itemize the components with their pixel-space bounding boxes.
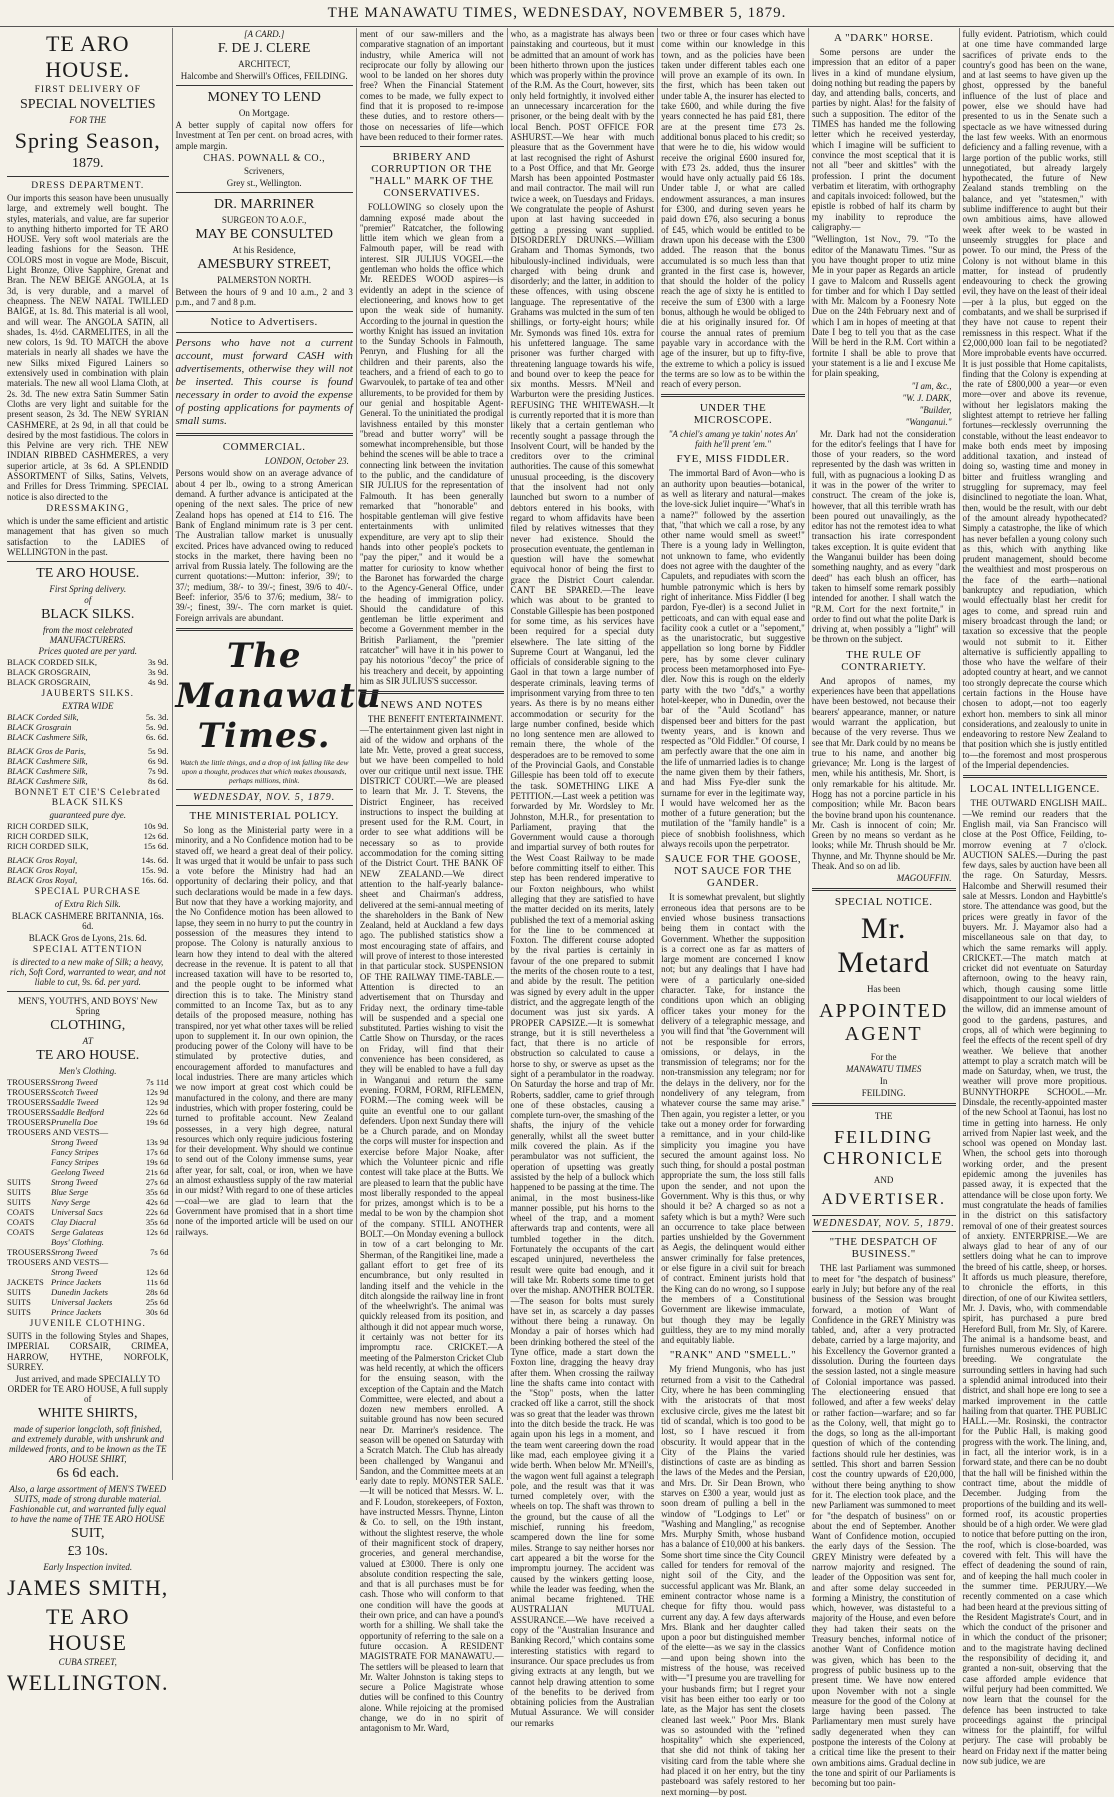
nameplate: The Manawatu Times.: [175, 635, 382, 756]
list-item: BLACK GROSGRAIN, 4s 9d.: [7, 677, 169, 688]
garment-kind: SUITS: [7, 1177, 31, 1188]
divider: [176, 628, 353, 631]
divider: [7, 561, 169, 562]
clere-name: F. DE J. CLERE: [217, 41, 311, 56]
letter-sign: "W. J. DARK,: [902, 392, 952, 403]
list-item: [7, 1087, 169, 1097]
garment-name: Serge Galateas: [51, 1227, 104, 1238]
garment-name: [108, 1257, 168, 1267]
garment-kind: [7, 1237, 51, 1247]
magouffin: MAGOUFFIN.: [896, 873, 952, 884]
for-the: FOR THE: [69, 115, 107, 125]
dateline-chronicle: WEDNESDAY, NOV. 5, 1879.: [812, 1215, 956, 1232]
white-shirts: WHITE SHIRTS,: [38, 1406, 138, 1422]
fye-heading: FYE, MISS FIDDLER.: [676, 453, 790, 466]
masthead: THE MANAWATU TIMES, WEDNESDAY, NOVEMBER 5, 1879.: [0, 0, 1114, 27]
garment-name: Strong Tweed: [51, 1137, 98, 1148]
divider: [176, 311, 353, 312]
list-item: [7, 1247, 169, 1257]
appointed-agent: APPOINTED AGENT: [819, 1000, 949, 1046]
column-1: [4, 28, 173, 1696]
te-aro-house-title: TE ARO HOUSE.: [45, 31, 131, 82]
commercial-text: Persons would show on an average advance of about 4 per lb., owing to a strong American demand. A further advance is anticipated at the opening of the next sales. The price of new Zealand hops has opened at £14 to £16. The Bank of England minimum rate is 3 per cent. The Australian tallow market is unusually excited. Prices have advanced owing to reduced stocks in the market, there having been no arrival from Russia lately. The following are the current quotations:—Mutton: inferior, 39/; to 37/; medium, 38/- to 39/-; finest, 39/6 to 40/-. Beef: inferior, 35/6 to 37/6; medium, 38/- to 39/-; finest, 39/-. The corn market is quiet. Foreign arrivals are abundant.: [175, 468, 353, 623]
year: 1879.: [72, 156, 104, 171]
divider: [176, 85, 353, 86]
garment-kind: COATS: [7, 1227, 35, 1238]
pownall: CHAS. POWNALL & CO.,: [203, 152, 326, 164]
rank-text: My friend Mungonis, who has just returned from a visit to the Cathedral City, where he has been commingling with the aristocrats of that most exclusive circle, gives me the latest bit tid of scandal, which is too good to be lost, so I have rescued it from obscurity. It would appear that in the City of the Plains the varied distinctions of caste are as binding as the laws of the Medes and the Persian, and Mrs. Dr. Sir Dean Brown, who starves on £300 a year, would just as soon dream of pulling a bell in the window of "Lodgings to Let" or "Washing and Mangling," as recognise Mrs. Murphy Smith, whose husband has a balance of £10,000 at his bankers. Some short time since the City Council called for tenders for removal of the night soil of the City, and the successful applicant was Mr. Blank, an eminent contractor whose name is a cheque for fifty thou. would pass current any day. A few days afterwards Mrs. Blank and her daughter called upon a poor but distinguished member of the elette—as we say in the classics—and upon being shown into the mistress of the house, was received with—"I presume you are travelling for your husbands firm; but I regret your visit has been either too early or too late, as the Major has sent the closets cleaned last week." Poor Mrs. Blank was so astounded with the "refined hospitality" which she experienced, that she did not think of taking her visiting card from the table where she had placed it on her entry, but the tiny pasteboard was safely restored to her next morning—by post.: [661, 1364, 805, 1797]
garment-kind: COATS: [7, 1217, 35, 1228]
te-aro-house-2: TE ARO HOUSE.: [36, 566, 140, 582]
garment-name: [108, 1127, 168, 1137]
proprietor-name: JAMES SMITH,: [7, 1575, 169, 1601]
garment-name: Strong Tweed: [51, 1177, 98, 1188]
black-silks: BLACK SILKS.: [41, 607, 135, 623]
garment-kind: TROUSERS: [7, 1077, 51, 1088]
garment-name: Saddle Bedford: [51, 1107, 104, 1118]
column-2: [173, 28, 382, 1480]
shirts-text: made of superior longcloth, soft finished, and extremely durable, with unshrunk and mildewed fronts, and to be known as the TE ARO HOUSE SHIRT,: [9, 1424, 167, 1465]
list-item: [7, 1217, 169, 1227]
mens-clothing: Men's Clothing.: [59, 1066, 117, 1077]
news-and-notes: NEWS AND NOTES: [380, 699, 483, 712]
list-item: [7, 1277, 169, 1287]
divider: [7, 991, 169, 992]
te-aro-house-4: TE ARO HOUSE: [45, 1604, 130, 1656]
list-item: [7, 1227, 169, 1237]
and-text: AND: [873, 1175, 894, 1186]
money-to-lend: MONEY TO LEND: [207, 90, 321, 105]
special-attention-text: is directed to a new make of Silk; a heavy, rich, Soft Cord, warranted to wear, and not liable to cut, 9s. 6d. per yard.: [9, 957, 166, 988]
garment-kind: [7, 1147, 51, 1157]
garment-kind: COATS: [7, 1207, 35, 1218]
garment-price: 7s 6d: [150, 1247, 169, 1258]
despatch-continued: fully evident. Patriotism, which could at one time have commanded large sacrifices of private ends to the country's good has been on the wane, and at last seems to have given up the ghost, oppressed by the baneful influence of the lust of place and power, else we should have had presented to us in the Senate such a spectacle as we have witnessed during the last few weeks. With an enormous deficiency and a falling revenue, with a large portion of the public works, still unnegotiated, but already largely hypothecated, the future of New Zealand stands trembling on the balance, and yet "statesmen," with sublime indifference to aught but their own ambitious aims, have allowed week after week to be wasted in unseemly struggles for place and power. To our mind, the Press of the Colony is not without blame in this matter, for instead of prudently endeavouring to check the growing evil, they have on the least of their ideal—per à la plus, but egged on the combatants, and we shall be surprised if they have not cause to repent their remissness in this respect. What if the £2,000,000 loan fail to be negotiated? More improbable events have occurred. It is just possible that Home capitalists, finding that the Colony is expending at the rate of £800,000 a year—or even more—over and above its revenue, without her legislators making the slightest attempt to retrieve her falling fortunes—recklessly overrunning the constable, without the least endeavor to make both ends meet by imposing additional taxation, and instead of doing so, wasting time and money in bitter and fruitless wrangling and struggling for supremacy, may feel disinclined to negotiate the loan. What, then, would be the result, with our debt of the amount already hypothecated? Simply a catastrophe, the like of which has never befallen a young colony such as this, which with anything like prudent management, should become the wealthiest and most prosperous on the face of the earth—national bankruptcy and repudiation, which would effectually blast her credit for ages to come, and spread ruin and misery broadcast through the land; or taxation so excessive that the people would not submit to it. Either alternative is sufficiently appalling to those who have the welfare of their adopted country at heart, and we cannot too strongly deprecate the course which certain factions in the House have chosen to adopt,—not too eagerly exhort hon. members to sink all minor considerations, and zealously to unite in endeavoring to restore New Zealand to that position which she is justly entitled to—the foremost and most prosperous of the Imperial dependencies.: [962, 29, 1107, 771]
divider: [176, 433, 353, 436]
bonnet-silks: BONNET ET CIE'S Celebrated BLACK SILKS: [14, 788, 161, 809]
garment-price: 12s 6d: [145, 1227, 169, 1238]
dateline: WEDNESDAY, NOV. 5, 1879.: [176, 789, 353, 806]
on-mortgage: On Mortgage.: [238, 108, 290, 118]
may-be-consulted: MAY BE CONSULTED: [195, 226, 334, 242]
garment-kind: TROUSERS: [7, 1087, 51, 1098]
garment-price: 21s 6d: [145, 1167, 169, 1178]
garment-name: Prince Jackets: [51, 1277, 102, 1288]
list-item: [7, 1117, 169, 1127]
spring-delivery: First Spring delivery.: [49, 584, 127, 595]
silk-list: [7, 657, 169, 687]
column-7: [960, 28, 1110, 1766]
divider: [360, 146, 504, 147]
letter-place: "Wanganui.": [905, 416, 952, 427]
garment-kind: SUITS: [7, 1287, 31, 1298]
garment-kind: TROUSERS: [7, 1097, 51, 1108]
gros-list: [7, 746, 169, 786]
garment-price: 25s 6d: [145, 1297, 169, 1308]
britannia: BLACK CASHMERE BRITANNIA, 16s. 6d.: [11, 911, 164, 932]
garment-name: Universal Jackets: [51, 1297, 113, 1308]
has-been: Has been: [867, 984, 901, 995]
divider: [963, 775, 1107, 778]
ministerial-policy: THE MINISTERIAL POLICY.: [189, 809, 339, 822]
garment-price: 11s 6d: [146, 1277, 169, 1288]
card-label: [A CARD.]: [243, 29, 285, 39]
despatch-text: THE last Parliament was summoned to meet for "the despatch of business" early in July; but before any of the real business of the Session was brought forward, a motion of Want of Confidence in the GREY Ministry was tabled, and, after a very protracted debate, carried by a large majority, and his Excellency the Governor granted a dissolution. During the fourteen days the session lasted, not a single measure of Colonial importance was passed. The electioneering ensued that followed, and after a few weeks' delay or rather faction—warfare; and so far as the Colony, well, that might go to the dogs, so long as the all-important question of which of the contending factions should rule her destinies, was settled. This short and barren Session cost the country upwards of £20,000, without there being anything to show for it. The election took place, and the new Parliament was summoned to meet for "the despatch of business" on or about the end of September. Another Want of Confidence motion, occupied the early days of the Session. The GREY Ministry were defeated by a narrow majority and resigned. The leader of the Opposition was sent for, and after some delay succeeded in forming a Ministry, the constitution of which, however, was distasteful to a majority of the House, and even before they had taken their seats on the Treasury benches, informal notice of another Want of Confidence motion was given, which has been to the progress of public business up to the present time. We have now entered upon November with not a single measure for the good of the Colony at large having been passed. The Parliamentary men must surely have sadly degenerated when they can postpone the interests of the Colony at a critical time like the present to their own ambitions aims. Gradual decline in the tone and spirit of our Parliaments is becoming but too pain-: [811, 1263, 956, 1789]
advertiser-notice: Persons who have not a current account, must forward CASH with advertisements, otherwise they will not be inserted. This course is found necessary in order to avoid the expense of posting applications for payments of small sums.: [175, 337, 353, 428]
list-item: BLACK GROSGRAIN, 3s 9d.: [7, 667, 169, 678]
garment-kind: JACKETS: [7, 1277, 44, 1288]
extra-wide: EXTRA WIDE: [61, 701, 114, 712]
garment-name: Fancy Stripes: [51, 1157, 99, 1168]
garment-kind: SUITS: [7, 1187, 31, 1198]
under-microscope: UNDER THE MICROSCOPE.: [693, 402, 773, 427]
garment-name: Fancy Stripes: [51, 1147, 99, 1158]
garment-name: Dunedin Jackets: [51, 1287, 109, 1298]
garment-price: 22s 6d: [145, 1107, 169, 1118]
feilding-chronicle: FEILDING CHRONICLE: [823, 1127, 945, 1169]
garment-name: Strong Tweed: [51, 1247, 98, 1258]
hours: Between the hours of 9 and 10 a.m., 2 and 3 p.m., and 7 and 8 p.m.: [175, 286, 353, 308]
garment-price: 19s 6d: [145, 1117, 169, 1128]
sauce-heading: SAUCE FOR THE GOOSE, NOT SAUCE FOR THE GANDER.: [664, 853, 802, 890]
clothing-list: [7, 1077, 169, 1317]
despatch-heading: "THE DESPATCH OF BUSINESS.": [829, 1236, 938, 1261]
garment-kind: [7, 1137, 51, 1147]
of-text: of: [84, 595, 92, 606]
special-novelties: SPECIAL NOVELTIES: [20, 97, 156, 112]
dress-text: Our imports this season have been unusually large, and extremely well bought. The styles, materials, and value, are far superior to anything hitherto imported for TE ARO HOUSE. Very soft wool materials are the leading fashions for the Season. THE COLORS most in vogue are Mode, Biscuit, Light Bronze, Olive Sapphire, Grenat and Bran. The NEW BEIGE ANGOLA, at 1s 3d, is very durable, and a marvel of cheapness. The NEW NATAL TWILLED BAIGE, at 1s. 8d. This material is all wool, and will wear. The ANGOLA SATIN, all shades, 1s. 4½d. CARMELITES, in all the new colors, 1s 9d. TO MATCH the above materials in nearly all shades we have the new Silks mixed Figured Lainers so extensively used in combination with plain materials. The new all wool Llama Cloth, at 2s. 3d. The new extra Satin Summer Satin Cloths are very light and suitable for the present season, 2s 3d. The NEW SYRIAN CASHMERE, at 2s 9d, in all that could be desired by the most fastidious. The colors in this Pelvine are very rich. THE NEW INDIAN RIBBED CASHMERES, a very superior article, at 3s 6d. A SPLENDID ASSORTMENT of Silks, Satins, Velvets, and Frilles for Dress Trimming. SPECIAL notice is also directed to the: [7, 193, 169, 502]
juvenile-clothing: JUVENILE CLOTHING.: [29, 1319, 146, 1330]
clothing-title: CLOTHING,: [50, 1018, 126, 1034]
column-5: [658, 28, 809, 1797]
dress-department: DRESS DEPARTMENT.: [31, 181, 145, 191]
garment-name: Scotch Tweed: [51, 1087, 98, 1098]
list-item: BLACK Cashmere Silk, 8s 6d.: [7, 776, 169, 787]
divider: [176, 192, 353, 193]
jauberts-silks: JAUBERTS SILKS.: [41, 689, 135, 700]
list-item: RICH CORDED SILK, 15s 6d.: [7, 841, 169, 852]
garment-price: 13s 9d: [145, 1137, 169, 1148]
divider: [176, 332, 353, 333]
palmerston-north: PALMERSTON NORTH.: [217, 274, 312, 285]
for-the: For the: [870, 1052, 897, 1063]
policy-continued: ment of our saw-millers and the comparative stagnation of an important industry, while America will not reciprocate our folly by allowing our wool to be landed on her shores duty free? When the Financial Statement comes to be made, we fully expect to find that it is proposed to re-impose these duties, and to restore others—those on necessaries of life—which have been reduced to their former rates.: [359, 29, 504, 142]
list-item: BLACK Gros Royal, 14s. 6d.: [7, 855, 169, 866]
garment-name: Saddle Tweed: [51, 1097, 99, 1108]
bonnet-list: [7, 821, 169, 851]
also-text: Also, a large assortment of MEN'S TWEED SUITS, made of strong durable material. Fashionable cut, and warranted fully equal to have the name of THE TE ARO HOUSE: [9, 1484, 167, 1525]
list-item: [7, 1137, 169, 1147]
guaranteed: guaranteed pure dye.: [49, 810, 126, 821]
garment-kind: TROUSERS: [7, 1247, 51, 1258]
scriveners: Scriveners,: [244, 165, 285, 176]
garment-name: Prunella Doe: [51, 1117, 98, 1128]
london-date: LONDON, October 23.: [264, 456, 349, 467]
contrariety-text: And apropos of names, my experiences have been that appellations have been bestowed, not because their bearers' appearance, manner, or nature would warrant the application, but because of the very reverse. Thus we see that Mr. Dark could by no means be true to his name, and another big grievance; Mr. Long is the largest of men, while his antithesis, Mr. Short, is only remarkable for his altitude. Mr. Hogg has not a porcine particle in his composition; while Mr. Bacon bears the bovine brand upon his countenance. Mr. Cash is innocent of coin; Mr. Green by no means so verdant as he looks; while Mr. Thrush should be Mr. Thynne, and Mr. Thynne should be Mr. Theak. And so on ad lib.: [811, 675, 956, 872]
list-item: [7, 1237, 169, 1247]
list-item: BLACK Gros Royal, 15s. 9d.: [7, 865, 169, 876]
garment-price: 7s 11d: [146, 1077, 169, 1088]
contrariety-heading: THE RULE OF CONTRARIETY.: [841, 648, 927, 673]
garment-kind: [7, 1267, 51, 1277]
list-item: RICH CORDED SILK, 10s 9d.: [7, 821, 169, 832]
suit-title: SUIT,: [70, 1526, 105, 1542]
garment-price: 30s 6d: [145, 1307, 169, 1318]
garment-kind: [7, 1167, 51, 1177]
letter: "Wellington, 1st Nov., 79. "To the editor of the Manawatu Times. "Sur as you have thought proper to utiz mine Me in your paper as Regards an article I gave to Malcom and Russells agent for timber and for which I Day settled with Mr. Malcom by a Foonesry Note Due on the 24th February next and of which I am in hopes of meeting at that Date I beg to tell you that as the case Will be herd in the R.M. Cort within a fortnite I shall be able to prove that your statement is a lie and I excuse Me for plain speaking,: [811, 234, 956, 379]
gros-royal-list: [7, 855, 169, 885]
sauce-text: It is somewhat prevalent, but slightly erroneous idea that persons are to be envied whose business transactions being them in contact with the Government. Whether the supposition is a correct one as far as matters of large moment are concerned I know not; but any dealings that I have had were of a particularly one-sided character. Take, for instance the conditions upon which an obliging officer takes your money for the delivery of a telegraphic message, and you will find that "the Government will not be responsible for errors, omissions, or delays, in the transmission of telegrams; nor for the non-transmission any telegram; nor for the delays in the delivery, nor for the nondelivery of any telegram, from whatever course the same may arise." Then again, you register a letter, or you take out a money order for forwarding a remittance, and in your child-like simplicity you imagine you have secured the amount against loss. No such thing, for should a postal postman appropriate the sum, the loss still falls upon the sender, and not upon the Government. Why is this thus, or why should it be? A charged so as not a safety which is but a myth? Were such an occurrence to take place between parties unshielded by the Government as Aegis, the delinquent would either answer criminally for false pretences, or else figure in a civil suit for breach of contract. Eminent jurists hold that the King can do no wrong, so I suppose the members of a Constitutional Government are likewise immaculate, but though they may be legally guiltless, they are to my mind morally and equitably liable.: [661, 892, 805, 1346]
list-item: RICH CORDED SILK, 12s 6d.: [7, 831, 169, 842]
lyons: BLACK Gros de Lyons, 21s. 6d.: [28, 933, 147, 944]
column-3: [357, 28, 508, 1734]
garment-name: Strong Tweed: [51, 1077, 98, 1088]
architect-address: Halcombe and Sherwill's Offices, FEILDING.: [180, 71, 348, 81]
special-purchase: SPECIAL PURCHASE: [34, 887, 141, 898]
list-item: [7, 1257, 169, 1267]
architect: ARCHITECT,: [238, 59, 291, 69]
garment-name: Prince Jackets: [51, 1307, 102, 1318]
list-item: [7, 1307, 169, 1317]
list-item: [7, 1107, 169, 1117]
page-columns: [4, 28, 1110, 1797]
list-item: [7, 1287, 169, 1297]
spring-season: Spring Season,: [14, 128, 161, 153]
shirt-price: 6s 6d each.: [56, 1466, 120, 1482]
assurance-text: two or three or four cases which have come within our knowledge in this town, and as the policies have been taken under different tables each one will prove an example of its own. In the first, which has been taken out under table A, the insurer has elected to take £600, and while during the five years connected he has paid £81, there are at the present time £73 2s. additional bonus placed to his credit; so that were he to die, his widow would receive the original £600 insured for, with £73 2s. added, thus the insurer would have only actually paid £6 18s. Under table J, or what are called endowment assurances, a man insures for £300, and during seven years he paid down £76, also securing a bonus of £45, which would be entitled to be drawn upon his decease with the £300 added. The reason that the bonus accumulated is so much less than that granted in the first case is, however, that should the holder of the policy reach the age of sixty he is entitled to receive the sum of £300 with a large bonus, although he would be obliged to die at his originally insured for. Of course the annual rates of premium payable vary in accordance with the age of the insurer, but up to fifty-five, the extreme to which a policy is issued the terms are so low as to be within the reach of every person.: [661, 29, 805, 390]
list-item: [7, 1157, 169, 1167]
list-item: [7, 1177, 169, 1187]
garment-price: 27s 6d: [145, 1177, 169, 1188]
list-item: [7, 1267, 169, 1277]
list-item: [7, 1127, 169, 1137]
te-aro-house-3: TE ARO HOUSE.: [36, 1048, 140, 1064]
prices-note: Prices quoted are per yard.: [38, 646, 138, 657]
divider: [360, 691, 504, 694]
from-manufacturers: from the most celebrated MANUFACTURERS.: [43, 625, 133, 646]
garment-kind: TROUSERS: [7, 1117, 51, 1128]
garment-kind: [7, 1157, 51, 1167]
garment-name: Blue Serge: [51, 1187, 89, 1198]
garment-price: 17s 6d: [145, 1147, 169, 1158]
motto: Watch the little things, and a drop of ink falling like dew upon a thought, produces that which makes thousands, perhaps millions, think.: [179, 757, 349, 785]
extra-rich: of Extra Rich Silk.: [54, 899, 121, 910]
garment-price: 35s 6d: [145, 1187, 169, 1198]
garment-name: Geelong Tweed: [51, 1167, 105, 1178]
local-intelligence: LOCAL INTELLIGENCE.: [969, 783, 1100, 796]
notice-to-advertisers: Notice to Advertisers.: [210, 316, 318, 329]
garment-price: 35s 6d: [145, 1217, 169, 1228]
surgeon: SURGEON TO A.O.F.,: [221, 214, 307, 225]
garment-price: 12s 9d: [145, 1087, 169, 1098]
list-item: [7, 1197, 169, 1207]
list-item: [7, 1187, 169, 1197]
at-text: AT: [82, 1036, 93, 1047]
marriner: DR. MARRINER: [213, 196, 315, 212]
garment-kind: SUITS: [7, 1297, 31, 1308]
list-item: BLACK Cashmere Silk, 6s 9d.: [7, 756, 169, 767]
garment-price: 12s 6d: [145, 1267, 169, 1278]
list-item: [7, 1147, 169, 1157]
list-item: [7, 1167, 169, 1177]
list-item: BLACK Gros de Paris, 5s 9d.: [7, 746, 169, 757]
special-attention: SPECIAL ATTENTION: [32, 945, 143, 956]
advertiser: ADVERTISER.: [821, 1191, 946, 1209]
divider: [812, 1103, 956, 1106]
special-notice: SPECIAL NOTICE.: [834, 896, 933, 909]
garment-name: Strong Tweed: [51, 1267, 98, 1278]
garment-kind: TROUSERS AND VESTS—: [7, 1127, 109, 1138]
garment-kind: TROUSERS AND VESTS—: [7, 1257, 109, 1268]
divider: [812, 888, 956, 891]
manawatu-times: MANAWATU TIMES: [845, 1064, 922, 1075]
juvenile-text: SUITS in the following Styles and Shapes, IMPERIAL CORSAIR, CRIMEA, HARROW, HYTHE, NORFOLK, SURREY.: [7, 1331, 169, 1372]
list-item: BLACK Grosgrain 5s. 9d.: [7, 722, 169, 733]
garment-kind: SUITS: [7, 1307, 31, 1318]
dark-after: Mr. Dark had not the consideration for the editor's feelings that I have for those of your readers, so the word represented by the dash was written in full, with as pugnacious a looking D as it was in the power of the writer to construct. The cream of the joke is, however, that all this terrible wrath has been poured out unavailingly, as the editor has not the remotest idea to what transaction his irate correspondent takes exception. It is quite evident that the Wanganui builder has been doing something naughty, and as every "dark deed" has each blush an officer, has taken to himself some remark possibly intended for another. I shall watch the "R.M. Cort for the next fortnite," in order to find out what the polite Dark is driving at, when possibly a "light" will be thrown on the subject.: [811, 428, 956, 645]
rank-heading: "RANK" AND "SMELL.": [669, 1349, 797, 1362]
garment-name: Universal Sacs: [51, 1207, 103, 1218]
garment-kind: TROUSERS: [7, 1107, 51, 1118]
dressmaking: DRESSMAKING,: [46, 503, 130, 514]
list-item: BLACK Cashmere Silk, 7s 9d.: [7, 766, 169, 777]
policy-text: So long as the Ministerial party were in a minority, and a No Confidence motion had to be staved off, we heard a great deal of their policy. It was urged that it would be unfair to pass such a vote before the Ministry had had an opportunity of declaring their policy, and that such declarations would be made in a few days. But now that they have a working majority, and the No Confidence motion has been allowed to lapse, they seem in no hurry to put the country in possession of the measures they intend to propose. The Colony is naturally anxious to learn how they intend to deal with the altered decrease in the revenue. It is patent to all that increased taxation will have to be resorted to, and the people ought to be informed what direction this is to take. The Ministry stand committed to an Income Tax, but as to any details of the proposed measure, nothing has transpired, nor yet what other taxes will be relied upon to supplement it. In our own opinion, the producing power of the Colony will have to be stimulated by protective duties, and encouragement afforded to manufactures and local industries. There are many articles which we now import at great cost which could be manufactured in the colony, and there are many industries, which with proper fostering, could be turned to profitable account. New Zealand possesses, in a very high degree, natural resources which only require judicious fostering for their development. Why should we continue to send out of the Colony immense sums, year after year, for salt, coal, or iron, when we have an almost exhaustless supply of the raw material in our midst? With regard to one of these articles—coal—we are glad to learn that the Government have promised that in a short time none of the imported article will be used on our railways.: [175, 824, 353, 1237]
list-item: [7, 1297, 169, 1307]
money-text: A better supply of capital now offers for Investment at Ten per cent. on broad acres, with ample margin.: [175, 120, 353, 151]
news-continued: who, as a magistrate has always been painstaking and courteous, but it must be admitted that an amount of work has been hitherto thrown upon the justices which was properly within the province of the R.M. As the Court, however, sits only held fortnightly, it involved either an unnecessary incarceration for the prisoner, or the being dealt with by the local Bench. POST OFFICE FOR ASHURST.—We hear with much pleasure that as the Government have at last recognised the right of Ashurst to a Post Office, and that Mr. George Marsh has been appointed Postmaster and mail contractor. The mail will run twice a week, on Tuesdays and Fridays. We congratulate the people of Ashurst upon at last having succeeded in getting a pressing want supplied. DISORDERLY DRUNKS.—William Graham and Thomas Symonds, two hibulously-inclined individuals, were charged with being drunk and disorderly; and the latter, in addition to these offences, with using obscene language. The representative of the Grahams was mulcted in the sum of ten shillings, or forty-eight hours; while Mr. Symonds was fined 10s. extra for his unfettered language. The same prisoner was further charged with threatening language towards his wife, and bound over to keep the peace for six months. Messrs. M'Neil and Warburton were the presiding Justices. REFUSING THE WHITEWASH.—It is currently reported that it is more than likely that a certain gentleman who recently sought a passage through the Insolvent Court, will be handed by the creditors over to the criminal authorities. The cause of this somewhat unusual proceeding, is the discovery that the insolvent had not only launched but sworn to a number of debtors entered in his books, with regard to whom affidavits have been filed by relatives witnesses that they never had existence. Should the prosecution eventuate, the gentleman in question will have the somewhat equivocal honor of being the first to grace the District Court calendar. CANT BE SPARED.—The leave which was about to be granted to Constable Gillespie has been postponed for some time, as his services have been required for a special duty elsewhere. The late sitting of the Supreme Court at Wanganui, led the officials of considerable signing to the Gaol in that town a large number of desperate criminals, leaving terms of imprisonment varying from three to ten years. As there is by no means either accommodation or security for the large number confined, beside which no long sentence men are allowed to remain there, the whole of the desperadoes are to be removed to some of the Provincial Gaols, and Constable Gillespie has been told off to execute the task. SOMETHING LIKE A PETITION.—Last week a petition was forwarded by Mr. Wordsley to Mr. Johnston, M.H.R., for presentation to Parliament, praying that the Government would cause a thorough and impartial survey of both routes for the West Coast Railway to be made before committing itself to either. This step has been rendered imperative to our Foxton neighbours, who whilst alleging that they are satisfied to have the matter decided on its merits, lately published the text of a memorial asking for the line to be commenced at Foxton. The different course adopted by the rival parties is certainly in favour of the one prepared to submit the merits of the chosen route to a test, and abide by the result. The petition was signed by every adult in the upper district, and the aggregate length of the document was just six yards. A PROPER CAPSIZE.—It is somewhat strange, but it is still nevertheless a fact, that there is no article of obstruction so calculated to cause a horse to shy, or swerve as upset as the sight of a perambulator in the roadway. On Saturday the horse and trap of Mr. Roberts, saddler, came to grief through one of these obstacles, causing a complete turn-over, the smashing of the shafts, the injury of the vehicle generally, whilst all the sweet butter milk covered the plain. As if the perambulator was not sufficient, the operation of upsetting was greatly assisted by the help of a bullock which happened to be passing at the time. The animal, in the most business-like manner possible, put his horns to the wheel of the trap, and a moment afterwards trap and contents, were all tumbled together in the ditch. Fortunately the occupants of the cart escaped uninjured, nevertheless the result were quite bad enough, and it will take Mr. Roberts some time to get over the mishap. ANOTHER BOLTER.—The season for bolts must surely have set in, as scarcely a day passes without there being a runaway. On Monday a pair of horses which had been drinking bothered the steel of the Tyne office, made a start down the Foxton line, dragging the heavy dray after them. When crossing the railway line the shafts came into contact with the "Stop" posts, when the latter cracked off like a carrot, still the shock was so great that the leader was thrown into the ditch beside the track. He was again upon his legs in a moment, and the team went careering down the road like mad, each employee giving it a wide berth. When below Mr. M'Neill's, the wagon went full against a telegraph pole, and the result was that it was turned completely over, with the wheels on top. The shaft was thrown to the ground, but the cause of all the mischief, running his freedom, scampered down the line for some miles. Strange to say neither horses nor cart appeared a bit the worse for the impromptu journey. The accident was caused by the winkers getting loose, while the leader was feeding, when the animal became frightened. THE AUSTRALIAN MUTUAL ASSURANCE.—We have received a copy of the "Australian Insurance and Banking Record," which contains some interesting statistics with regard to insurance. Our space precludes us from giving extracts at any length, but we cannot help drawing attention to some of the benefits to be derived from obtaining policies from the Australian Mutual Assurance. We will consider our remarks: [510, 29, 655, 1728]
first-delivery: FIRST DELIVERY OF: [34, 85, 141, 95]
garment-name: Navy Serge: [51, 1197, 91, 1208]
grey-st: Grey st., Wellington.: [226, 177, 302, 188]
mens-spring: MEN'S, YOUTH'S, AND BOYS' New Spring: [17, 996, 158, 1017]
column-4: [508, 28, 659, 1728]
garment-price: 19s 6d: [145, 1157, 169, 1168]
in-text: In: [879, 1076, 888, 1087]
list-item: BLACK Corded Silk, 5s. 3d.: [7, 712, 169, 723]
letter-close: "I am, &c.,: [911, 380, 952, 391]
feilding: FEILDING.: [861, 1088, 906, 1099]
dark-text: Some persons are under the impression that an editor of a paper lives in a kind of mundane elysium, doing nothing but reading the papers by day, and attending balls, concerts, and parties by night. Alas! for the falsity of such a supposition. The editor of the TIMES has handed me the following letter which he received yesterday, which I imagine will be sufficient to convince the most sceptical that it is not all "beer and skittles" with the profession. I print the document verbatim et literatim, with orthography and capitals invoiced: followed, but the epistle is robbed of half its charm by my inability to reproduce the caligraphy.—: [811, 47, 956, 233]
list-item: BLACK Cashmere Silk, 6s. 6d.: [7, 732, 169, 743]
list-item: [7, 1077, 169, 1087]
local-text: THE OUTWARD ENGLISH MAIL.—We remind our readers that the English mail, via San Francisco will close at the Post Office, Feilding, to-morrow evening at 7 o'clock. AUCTION SALES.—During the past few days, sales by auction have been all the rage. On Saturday, Messrs. Halcombe and Sherwill resumed their sale at Messrs. London and Haybittle's store. The attendance was good, but the prices were greatly in favor of the buyers. Mr. J. Mayamor also had a miscellaneous sale on that day, to which the same remarks will apply. CRICKET.—The match match at cricket did not eventuate on Saturday afternoon, owing to the heavy rain, which, though causing some little disappointment to our local wielders of the willow, did an immense amount of good to the gardens, pastures, and crops, all of which were beginning to feel the effects of the recent spell of dry weather. We believe that another attempt to play a scratch match will be made on Saturday, when, we trust, the weather will prove more propitious. BUNNYTHORPE SCHOOL.—Mr. Dinsdale, the recently-appointed master of the new School at Taonui, has lost no time in getting into harness. He only arrived from Napier last week, and the school was opened on Monday last. When, the school gets into thorough working order, and the present epidemic among the juveniles has passed away, it is expected that the attendance will be close upon forty. We must congratulate the heads of families in the district on this satisfactory removal of one of their greatest sources of anxiety. ENTERPRISE.—We are always glad to hear of any of our settlers doing what he can to improve the breed of his cattle, sheep, or horses. It affords us much pleasure, therefore, to chronicle the efforts, in this direction, of one of our Kiwitea settlers, Mr. J. Davis, who, with commendable spirit, has purchased a pure bred Hereford Bull, from Mr. Sly, of Karere. The animal is a handsome beast, and furnishes numerous evidences of high breeding. We congratulate the surrounding settlers in having had such a splendid animal introduced into their district, and shall hope ere long to see a marked improvement in the cattle hailing from that quarter. THE PUBLIC HALL.—Mr. Rosinski, the contractor for the Public Hall, is making good progress with the work. The lining, and, in fact, all the interior work, is in a forward state, and there can be no doubt that the hall will be finished within the contract time, about the middle of December. Judging from the proportions of the building and its well-formed roof, its acoustic properties should be of a high order. We were glad to notice that before putting on the iron, the roof, which is close-boarded, was covered with felt. This will have the effect of deadening the sound of rain, and of keeping the hall much cooler in the summer time. PERJURY.—We recently commented on a case which had been heard at the previous sitting of the Resident Magistrate's Court, and in which the conduct of the prisoner and in which the conduct of the prisoner; and to the magistrate having declined the responsibility of deciding it, and granted a non-suit, observing that the case afforded ample evidence that wilful perjury had been committed. We now learn that the counsel for the defence has been instructed to take proceedings against the principal witness for the plaintiff, for wilful perjury. The case will probably be heard on Friday next if the matter being now sub judice, we are: [962, 798, 1107, 1766]
bribery-heading: BRIBERY AND CORRUPTION OR THE "HALL" MARK OF THE CONSERVATIVES.: [369, 151, 494, 200]
garment-name: Boys' Clothing.: [51, 1237, 104, 1248]
verse: "A chiel's amang ye takin' notes An' faith he'll prent 'em.": [668, 429, 798, 450]
fye-text: The immortal Bard of Avon—who is an authority upon beauties—botanical, as well as literary and natural—makes the love-sick Juliet inquire—"What's in a name?" followed by the assertion that, "that which we call a rose, by any other name would smell as sweet!" There is a young lady in Wellington, not unknown to fame, who evidently does not agree with the daughter of the Capulets, and repudiates with scorn the humble patronymic which is hers by right of inheritance. Miss Fiddler (I beg pardon, Fye-dler) is a second Juliet in petticoats, and can with equal ease and facility cook a cutlet or a "sepoment," as the unaristocratic, but suggestive appellation so long borne by Fiddler pere, has by some clever culinary process been metamorphosed into Fye-dler. Now this is rough on the elderly party with the two "dd's," a worthy hotel-keeper, who in Dunedin, over the bar of the "Auld Scotland" has dispensed beer and bitters for the past twenty years, and is known and respected as "Old Fiddler." Of course, I am perfectly aware that the one aim in the life of unmarried ladies is to change the name given them by their fathers, and had Miss Fye-dler sunk the surname for ever in the legitimate way, I would have welcomed her as the mother of a future generation; but the mutilation of the "family handle" is a piece of snobbish foolishness, which always recoils upon the perpetrator.: [661, 468, 805, 850]
garment-name: Clay Diacral: [51, 1217, 97, 1228]
suit-price: £3 10s.: [67, 1544, 108, 1560]
dark-horse-heading: A "DARK" HORSE.: [834, 32, 934, 44]
column-6: [809, 28, 960, 1789]
the-text: THE: [874, 1111, 893, 1122]
list-item: BLACK Gros Royal, 16s. 6d.: [7, 875, 169, 886]
garment-price: 28s 6d: [145, 1287, 169, 1298]
news-text: THE BENEFIT ENTERTAINMENT.—The entertainment given last night in aid of the widow and orphans of the late Mr. Vette, proved a great success, but we have been compelled to hold over our critique until next issue. THE DISTRICT COURT.—We are pleased to learn that Mr. J. T. Stevens, the District Engineer, has received instructions to inspect the building at present used for the R.M. Court, in order to see what additions will be necessary so as to provide accommodation for the coming sitting of the District Court. THE BANK OF NEW ZEALAND.—We direct attention to the half-yearly balance-sheet and Chairman's address, delivered at the semi-annual meeting of the shareholders in the Bank of New Zealand, held at Auckland a few days ago. The published statistics show a most encouraging state of affairs, and will prove of interest to those interested in that particular stock. SUSPENSION OF THE RAILWAY TIME-TABLE.—Attention is directed to an advertisement that on Thursday and Friday next, the ordinary time-table will be suspended and a special one substituted. Parties wishing to visit the Cattle Show on Thursday, or the races on Friday, will find that their convenience has been considered, as they will be enabled to have a full day in Wanganui and return the same evening. FORM, FORM, RIFLEMEN, FORM.—The coming week will be quite an eventful one to our gallant defenders. Upon next Sunday there will be a Church parade, and on Monday the corps will muster for inspection and exercise before Major Noake, after which the Volunteer picnic and rifle contest will take place at the Butts. We are pleased to learn that the public have most liberally responded to the appeal for prizes, amongst which is to be a medal to be won by the champion shot of the company. STILL ANOTHER BOLT.—On Monday evening a bullock in tow of a cart belonging to Mr. Sherman, of the Rangitikei line, made a gallant effort to get free of its encumbrance, but only resulted in landing itself and the vehicle in the ditch alongside the railway line in front of the wheelwright's. The animal was quickly released from its position, and although it did not appear much worse, it certainly was not better for its impromptu race. CRICKET.—A meeting of the Palmerston Cricket Club was held recently, at which the officers for the ensuing season, with the exception of the Captain and the Match Committee, were elected, and about a dozen new members enrolled. A suitable ground has now been secured near Dr. Marriner's residence. The season will be opened on Saturday with a Scratch Match. The Club has already been challenged by Wanganui and Sandon, and the Committee meets at an early date to reply. MONSTER SALE.—It will be noticed that Messrs. W. L. and F. Loudon, storekeepers, of Foxton, have instructed Messrs. Thynne, Linton & Co. to sell, on the 19th instant, without the slightest reserve, the whole of their magnificent stock of drapery, groceries, and general merchandise, valued at £3000. There is only one absolute condition respecting the sale, and that is all purchases must be for cash. Those who will conform to that one condition will have the goods at their own price, and can have a pound's worth for a shilling. We shall take the opportunity of referring to the sale on a future occasion. A RESIDENT MAGISTRATE FOR MANAWATU.—The settlers will be pleased to learn that Mr. Walter Johnston is taking steps to secure a Police Magistrate whose duties will be confined to this Country alone. While rejoicing at the promised change, we do in no spirit of antagonism to Mr. Ward,: [359, 714, 504, 1734]
list-item: [7, 1097, 169, 1107]
bribery-text: FOLLOWING so closely upon the damning exposé made about the "premier" Ratcatcher, the following little item which we glean from a Falmouth paper, will be read with interest. SIR JULIUS VOGEL—the gentleman who holds the office which Mr. REEDES WOOD aspires—is evidently an adept in the science of electioneering, and knows how to get upon the weak side of humanity. According to the journal in question the worthy Knight has issued an invitation to the Sunday Schools in Falmouth, Penryn, and Flushing for all the children and their parents, also the teachers, and a friend of each to go to Gwarvoulek, to partake of tea and other allurements, to be provided for them by our genial and hospitable Agent-General. To the uninitiated the prodigal lavishness entailed by this monster "bread and butter worry" will be somewhat incomprehensible, but those behind the scenes will be able to trace a connecting link between the invitation to the public, and the candidature of SIR JULIUS for the representation of Falmouth. It has been generally remarked that "honorable" and hospitable gentleman will give festive entertainments with unlimited expenditure, are very apt to slip their hands into other people's pockets to "pay the piper," and it would be a matter for curiosity to know whether the Baronet has forwarded the charge to the Agency-General Office, under the heading of immigration policy. Should the candidature of this gentleman be little experiment and become a Government member in the British Parliament, the "premier ratcatcher" will have it in his power to pay his notorious "decoy" the price of his treachery and deceit, by appointing him as SIR JULIUS'S successor.: [359, 202, 504, 686]
at-residence: At his Residence,: [232, 244, 296, 255]
just-arrived: Just arrived, and made SPECIALLY TO ORDER for TE ARO HOUSE, A full supply of: [7, 1374, 168, 1405]
inspection-invited: Early Inspection invited.: [43, 1562, 133, 1573]
jaubert-list: [7, 712, 169, 742]
garment-price: 12s 9d: [145, 1097, 169, 1108]
commercial: COMMERCIAL.: [222, 441, 306, 454]
cuba-street: CUBA STREET,: [58, 1657, 117, 1668]
amesbury-street: AMESBURY STREET,: [197, 256, 332, 272]
garment-price: 22s 6d: [145, 1207, 169, 1218]
list-item: BLACK CORDED SILK, 3s 9d.: [7, 657, 169, 668]
metard: Mr. Metard: [837, 912, 930, 980]
wellington: WELLINGTON.: [7, 1670, 169, 1696]
garment-price: 42s 6d: [145, 1197, 169, 1208]
dressmaking-text: which is under the same efficient and artistic management that has given so much satisfaction to the LADIES of WELLINGTON in the past.: [7, 515, 169, 557]
garment-kind: SUITS: [7, 1197, 31, 1208]
divider: [661, 394, 805, 397]
divider: [7, 176, 169, 177]
list-item: [7, 1207, 169, 1217]
letter-role: "Builder,: [919, 404, 952, 415]
